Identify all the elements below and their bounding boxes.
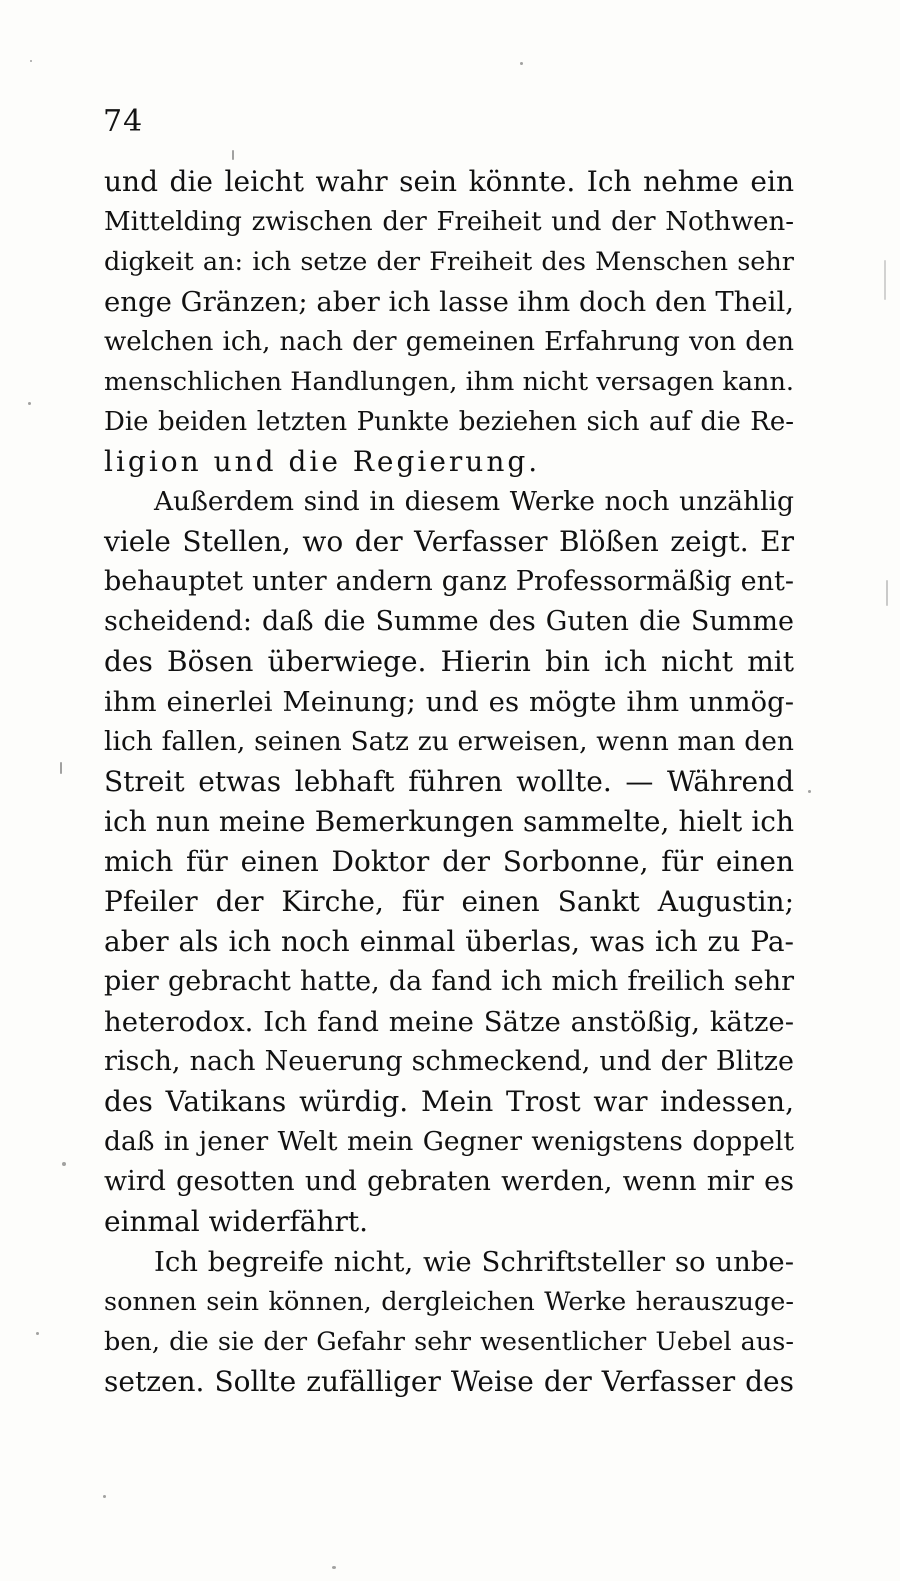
scan-speck bbox=[30, 60, 32, 62]
text-line: viele Stellen, wo der Verfasser Blößen zeigt. Er bbox=[104, 525, 794, 558]
text-line: Mittelding zwischen der Freiheit und der Nothwen- bbox=[104, 207, 794, 237]
text-line: ben, die sie der Gefahr sehr wesentlicher Uebel aus- bbox=[104, 1327, 794, 1357]
text-line: ligion und die Regierung. bbox=[104, 445, 541, 478]
text-line: welchen ich, nach der gemeinen Erfahrung von den bbox=[104, 327, 794, 357]
scan-speck bbox=[60, 762, 62, 774]
text-line: heterodox. Ich fand meine Sätze anstößig, kätze- bbox=[104, 1006, 794, 1038]
text-line: Die beiden letzten Punkte beziehen sich auf die Re- bbox=[104, 407, 794, 437]
page-number: 74 bbox=[103, 104, 144, 139]
scan-speck bbox=[62, 1162, 66, 1166]
text-line: lich fallen, seinen Satz zu erweisen, wenn man den bbox=[104, 726, 794, 757]
text-line: setzen. Sollte zufälliger Weise der Verfasser des bbox=[104, 1365, 794, 1398]
scan-speck bbox=[886, 580, 888, 606]
text-line: digkeit an: ich setze der Freiheit des Menschen sehr bbox=[104, 247, 794, 277]
text-line: Ich begreife nicht, wie Schriftsteller so unbe- bbox=[154, 1246, 794, 1278]
scan-speck bbox=[103, 1495, 106, 1498]
text-line: sonnen sein können, dergleichen Werke herauszuge- bbox=[104, 1287, 794, 1317]
text-line: Pfeiler der Kirche, für einen Sankt Augustin; bbox=[104, 885, 794, 918]
text-line: wird gesotten und gebraten werden, wenn mir es bbox=[104, 1166, 794, 1197]
text-line: risch, nach Neuerung schmeckend, und der Blitze bbox=[104, 1046, 794, 1077]
text-line: pier gebracht hatte, da fand ich mich freilich sehr bbox=[104, 966, 794, 997]
text-line: ihm einerlei Meinung; und es mögte ihm unmög- bbox=[104, 686, 794, 718]
scan-speck bbox=[332, 1566, 336, 1569]
text-line: Außerdem sind in diesem Werke noch unzählig bbox=[154, 486, 794, 517]
paragraph bbox=[104, 162, 794, 482]
paragraph bbox=[104, 1242, 794, 1402]
text-line: einmal widerfährt. bbox=[104, 1205, 369, 1238]
scan-speck bbox=[28, 402, 31, 405]
text-line: daß in jener Welt mein Gegner wenigstens doppelt bbox=[104, 1126, 794, 1157]
scan-speck bbox=[520, 62, 523, 65]
scan-speck bbox=[884, 260, 886, 300]
text-line: des Bösen überwiege. Hierin bin ich nicht mit bbox=[104, 645, 794, 678]
scan-speck bbox=[232, 150, 234, 160]
body-text bbox=[104, 162, 794, 1402]
text-line: behauptet unter andern ganz Professormäßig ent- bbox=[104, 566, 794, 597]
text-line: scheidend: daß die Summe des Guten die Summe bbox=[104, 606, 794, 637]
text-line: mich für einen Doktor der Sorbonne, für einen bbox=[104, 845, 794, 878]
text-line: Streit etwas lebhaft führen wollte. — Während bbox=[104, 765, 794, 798]
scan-speck bbox=[808, 790, 811, 793]
text-line: des Vatikans würdig. Mein Trost war indessen, bbox=[104, 1085, 794, 1118]
paragraph bbox=[104, 482, 794, 1242]
text-line: und die leicht wahr sein könnte. Ich nehme ein bbox=[104, 165, 794, 198]
text-line: enge Gränzen; aber ich lasse ihm doch den Theil, bbox=[104, 286, 794, 318]
scan-speck bbox=[36, 1332, 39, 1335]
text-line: ich nun meine Bemerkungen sammelte, hielt ich bbox=[104, 805, 794, 838]
text-line: aber als ich noch einmal überlas, was ich zu Pa- bbox=[104, 925, 794, 958]
text-line: menschlichen Handlungen, ihm nicht versagen kann. bbox=[104, 367, 794, 397]
